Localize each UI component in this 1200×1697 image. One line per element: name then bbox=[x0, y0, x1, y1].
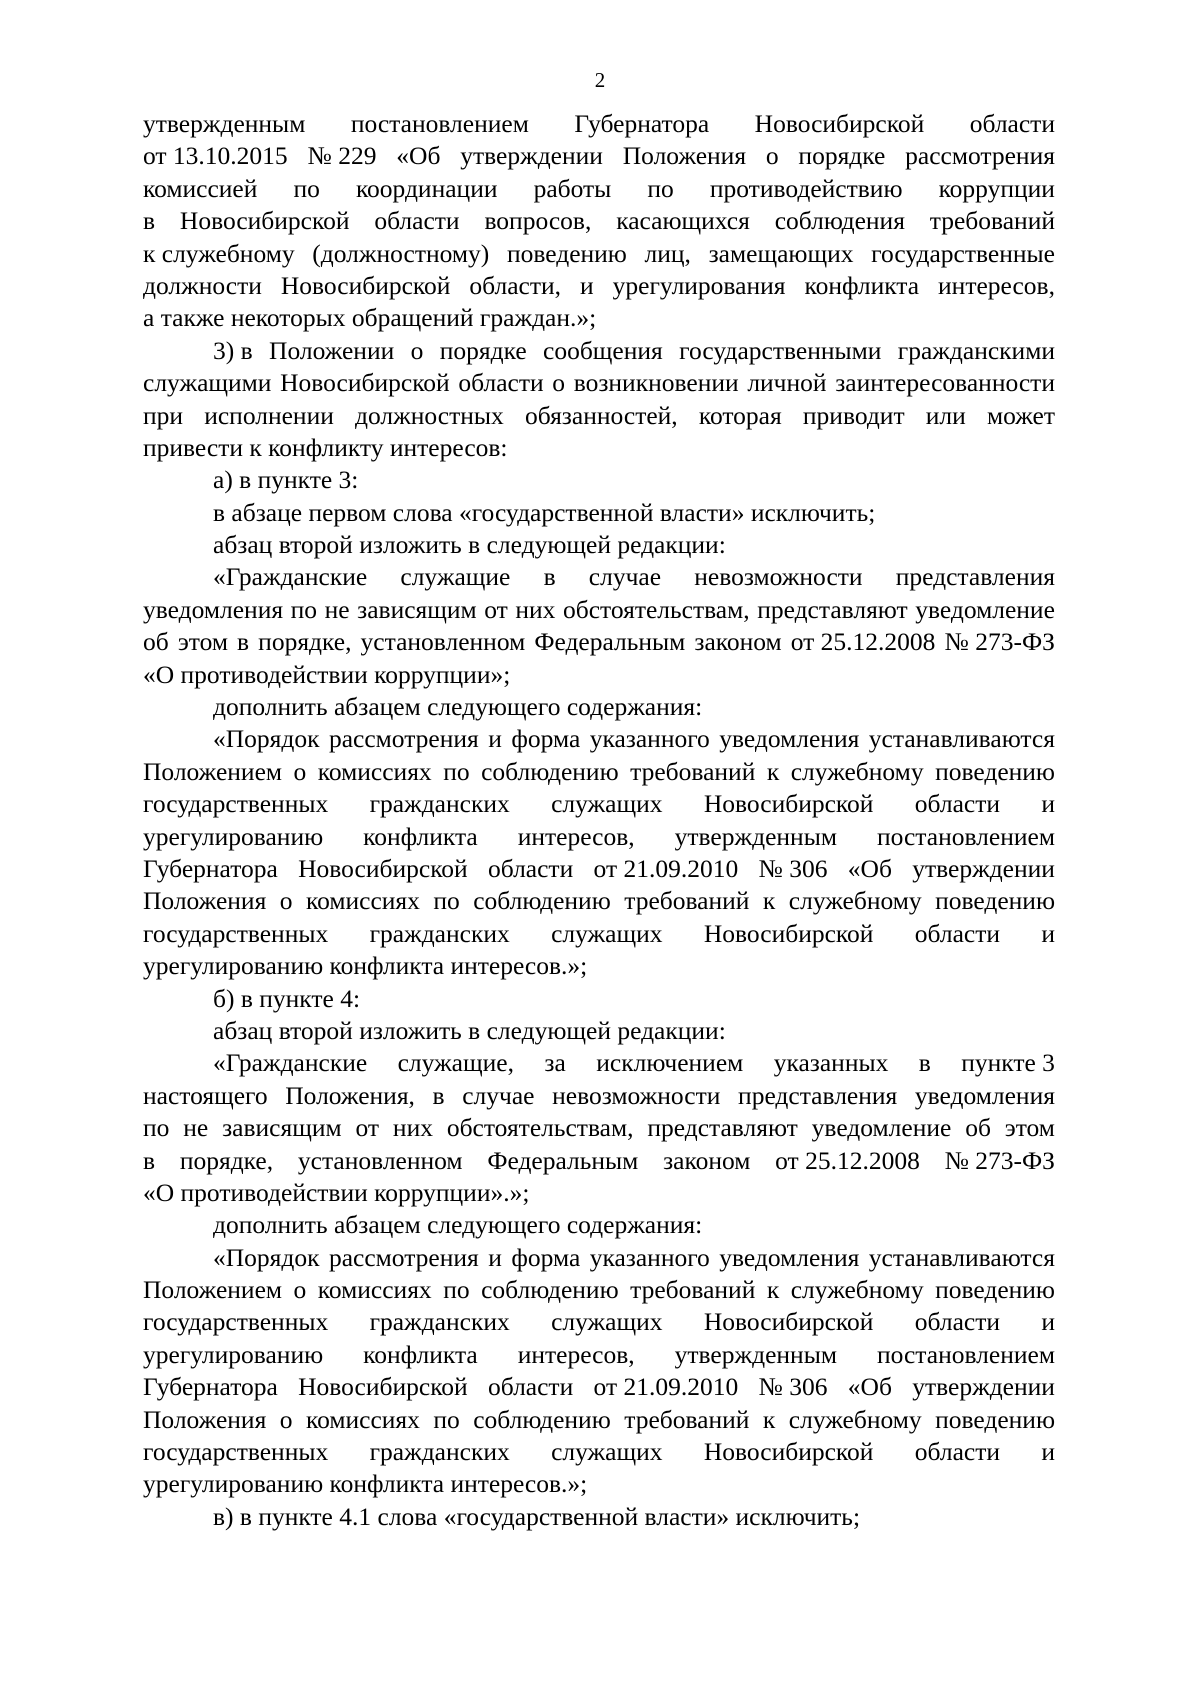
word: конфликта bbox=[804, 270, 920, 300]
text-line bbox=[143, 335, 1055, 367]
word: них bbox=[515, 594, 556, 624]
word: служащими bbox=[143, 368, 272, 398]
text-line bbox=[143, 400, 1055, 432]
word: конфликта bbox=[363, 1339, 478, 1369]
text-line bbox=[143, 561, 1055, 593]
word: представляют bbox=[757, 594, 908, 624]
word: поведению bbox=[935, 886, 1055, 916]
text-line bbox=[143, 918, 1055, 950]
word: служащих bbox=[551, 918, 663, 948]
text-line bbox=[143, 1145, 1055, 1177]
word: Положения bbox=[143, 886, 267, 916]
word: «Порядок bbox=[213, 1242, 320, 1272]
word: форма bbox=[511, 1242, 581, 1272]
word: комиссиях bbox=[317, 1275, 432, 1305]
word: в bbox=[143, 206, 156, 236]
word: Федеральным bbox=[534, 627, 686, 657]
word: личной bbox=[747, 368, 827, 398]
word: порядке, bbox=[179, 1145, 274, 1175]
word: по bbox=[290, 594, 318, 624]
word: Новосибирской bbox=[754, 109, 925, 138]
word: Положении bbox=[269, 335, 395, 365]
word: не bbox=[183, 1113, 209, 1143]
word: Губернатора bbox=[143, 1372, 278, 1402]
word: заинтересованности bbox=[835, 368, 1055, 398]
word: утверждении bbox=[912, 853, 1055, 883]
word: поведению bbox=[506, 238, 627, 268]
word: противодействию bbox=[709, 173, 903, 203]
word: при bbox=[143, 400, 184, 430]
word: и bbox=[488, 724, 502, 754]
word: комиссиях bbox=[317, 756, 432, 786]
word: Новосибирской bbox=[703, 1437, 874, 1467]
word: Новосибирской bbox=[280, 270, 451, 300]
word: представления bbox=[738, 1080, 898, 1110]
word: постановлением bbox=[876, 821, 1055, 851]
word: Новосибирской bbox=[703, 1307, 874, 1337]
word: от 25.12.2008 bbox=[775, 1145, 920, 1175]
word: настоящего bbox=[143, 1080, 268, 1110]
word: урегулированию bbox=[143, 1339, 324, 1369]
word: должностных bbox=[355, 400, 504, 430]
word: этом bbox=[177, 627, 228, 657]
word: государственных bbox=[143, 1307, 329, 1337]
word: законом bbox=[663, 1145, 751, 1175]
word: Новосибирской bbox=[298, 853, 468, 883]
word: об bbox=[143, 627, 169, 657]
word: рассмотрения bbox=[328, 1242, 479, 1272]
word: лиц, bbox=[644, 238, 691, 268]
word: гражданских bbox=[369, 1437, 510, 1467]
word: государственных bbox=[143, 918, 329, 948]
document-body bbox=[143, 108, 1055, 1533]
word: случае bbox=[588, 562, 662, 592]
word: случае bbox=[462, 1080, 535, 1110]
text-line bbox=[143, 1112, 1055, 1144]
word: соблюдению bbox=[473, 1404, 611, 1434]
word: «Порядок bbox=[213, 724, 320, 754]
word: служащие, bbox=[397, 1048, 514, 1078]
word: коррупции bbox=[938, 173, 1055, 203]
word: невозможности bbox=[552, 1080, 721, 1110]
word: работы bbox=[533, 173, 612, 203]
word: о bbox=[552, 368, 566, 398]
page-number: 2 bbox=[594, 68, 606, 92]
word: служащих bbox=[551, 1437, 663, 1467]
word: постановлением bbox=[876, 1339, 1055, 1369]
word: координации bbox=[355, 173, 498, 203]
word: устанавливаются bbox=[868, 1242, 1055, 1272]
word: утверждении bbox=[460, 141, 603, 171]
word: рассмотрения bbox=[905, 141, 1055, 171]
word: обстоятельствам, bbox=[562, 594, 750, 624]
word: уведомления bbox=[719, 724, 860, 754]
text-line bbox=[143, 1404, 1055, 1436]
word: от 13.10.2015 bbox=[143, 141, 288, 171]
word: поведению bbox=[935, 1404, 1055, 1434]
word: по bbox=[433, 886, 460, 916]
word: о bbox=[293, 1275, 307, 1305]
word: «Об bbox=[847, 1372, 892, 1402]
word: уведомления bbox=[143, 594, 284, 624]
word: порядке, bbox=[258, 627, 352, 657]
word: области bbox=[914, 1307, 1000, 1337]
word: и bbox=[1041, 1437, 1055, 1467]
word: пункте 3 bbox=[961, 1048, 1055, 1078]
word: исключением bbox=[596, 1048, 744, 1078]
word: урегулированию bbox=[143, 821, 324, 851]
word: может bbox=[986, 400, 1055, 430]
word: уведомления bbox=[914, 1080, 1055, 1110]
word: соблюдения bbox=[774, 206, 905, 236]
word: представления bbox=[895, 562, 1055, 592]
word: № 306 bbox=[758, 853, 828, 883]
word: обстоятельствам, bbox=[446, 1113, 634, 1143]
word: области, bbox=[469, 270, 562, 300]
text-line bbox=[143, 205, 1055, 237]
word: и bbox=[1041, 789, 1055, 819]
word: устанавливаются bbox=[868, 724, 1055, 754]
word: Новосибирской bbox=[703, 918, 874, 948]
word: не bbox=[324, 594, 350, 624]
word: «Гражданские bbox=[213, 1048, 368, 1078]
word: от 21.09.2010 bbox=[593, 1372, 739, 1402]
word: в bbox=[918, 1048, 931, 1078]
word: № 306 bbox=[758, 1372, 828, 1402]
word: замещающих bbox=[708, 238, 854, 268]
text-line: б) в пункте 4: bbox=[213, 983, 361, 1013]
word: требований bbox=[630, 756, 756, 786]
word: Губернатора bbox=[574, 109, 710, 138]
text-line bbox=[143, 594, 1055, 626]
word: постановлением bbox=[350, 109, 529, 138]
word: указанных bbox=[773, 1048, 889, 1078]
text-line bbox=[143, 821, 1055, 853]
word: требований bbox=[929, 206, 1055, 236]
word: соблюдению bbox=[473, 886, 611, 916]
text-line bbox=[143, 173, 1055, 205]
text-line: в) в пункте 4.1 слова «государственной власти» исключить; bbox=[213, 1501, 861, 1531]
text-line bbox=[143, 108, 1055, 140]
word: Положением bbox=[143, 756, 283, 786]
word: служебному bbox=[790, 756, 924, 786]
word: по bbox=[443, 756, 470, 786]
word: требований bbox=[630, 1275, 756, 1305]
word: и bbox=[580, 270, 594, 300]
word: исполнении bbox=[204, 400, 334, 430]
word: и bbox=[1041, 918, 1055, 948]
text-line bbox=[143, 1339, 1055, 1371]
word: Федеральным bbox=[487, 1145, 639, 1175]
text-line: абзац второй изложить в следующей редакции: bbox=[213, 1015, 726, 1045]
word: в bbox=[143, 1145, 156, 1175]
word: должности bbox=[143, 270, 262, 300]
word: по bbox=[143, 1113, 170, 1143]
word: уведомления bbox=[719, 1242, 860, 1272]
word: служащих bbox=[551, 1307, 663, 1337]
word: порядке bbox=[798, 141, 886, 171]
text-line bbox=[143, 238, 1055, 270]
word: гражданскими bbox=[897, 335, 1055, 365]
word: об bbox=[965, 1113, 991, 1143]
text-line: а также некоторых обращений граждан.»; bbox=[143, 303, 597, 333]
word: в bbox=[237, 627, 250, 657]
word: по bbox=[433, 1404, 460, 1434]
word: приводит bbox=[802, 400, 905, 430]
text-line bbox=[143, 1274, 1055, 1306]
text-line: дополнить абзацем следующего содержания: bbox=[213, 692, 703, 722]
word: «Об bbox=[847, 853, 892, 883]
word: урегулирования bbox=[612, 270, 786, 300]
word: интересов, bbox=[938, 270, 1055, 300]
word: 3) в bbox=[213, 335, 253, 365]
text-line bbox=[143, 270, 1055, 302]
word: гражданских bbox=[369, 789, 510, 819]
word: соблюдению bbox=[481, 1275, 619, 1305]
word: форма bbox=[511, 724, 581, 754]
text-line: в абзаце первом слова «государственной власти» исключить; bbox=[213, 497, 876, 527]
word: комиссией bbox=[143, 173, 258, 203]
word: Новосибирской bbox=[703, 789, 874, 819]
word: государственных bbox=[143, 1437, 329, 1467]
text-line bbox=[143, 756, 1055, 788]
word: служащих bbox=[551, 789, 663, 819]
word: к bbox=[766, 756, 780, 786]
word: и bbox=[488, 1242, 502, 1272]
text-line bbox=[143, 853, 1055, 885]
word: порядке bbox=[439, 335, 527, 365]
word: области bbox=[374, 206, 460, 236]
word: поведению bbox=[935, 756, 1055, 786]
word: или bbox=[925, 400, 966, 430]
text-line: абзац второй изложить в следующей редакции: bbox=[213, 530, 726, 560]
word: Новосибирской bbox=[298, 1372, 468, 1402]
word: в bbox=[543, 562, 556, 592]
text-line: а) в пункте 3: bbox=[213, 465, 359, 495]
word: от 21.09.2010 bbox=[593, 853, 739, 883]
word: представляют bbox=[647, 1113, 798, 1143]
word: «Гражданские bbox=[213, 562, 368, 592]
word: поведению bbox=[935, 1275, 1055, 1305]
text-line: привести к конфликту интересов: bbox=[143, 432, 508, 462]
text-line bbox=[143, 140, 1055, 172]
text-line bbox=[143, 367, 1055, 399]
word: о bbox=[293, 756, 307, 786]
word: касающихся bbox=[616, 206, 750, 236]
word: Губернатора bbox=[143, 853, 278, 883]
word: по bbox=[443, 1275, 470, 1305]
word: о bbox=[279, 886, 293, 916]
word: этом bbox=[1004, 1113, 1055, 1143]
word: «Об bbox=[396, 141, 441, 171]
word: зависящим bbox=[222, 1113, 342, 1143]
word: невозможности bbox=[694, 562, 863, 592]
word: служебному bbox=[790, 1275, 924, 1305]
word: области bbox=[487, 853, 574, 883]
word: и bbox=[1041, 1307, 1055, 1337]
word: Положения bbox=[622, 141, 747, 171]
word: Новосибирской bbox=[179, 206, 350, 236]
word: утвержденным bbox=[674, 821, 837, 851]
word: государственными bbox=[679, 335, 882, 365]
word: зависящим bbox=[357, 594, 477, 624]
word: государственных bbox=[143, 789, 329, 819]
word: (должностному) bbox=[312, 238, 490, 268]
word: области bbox=[914, 789, 1000, 819]
word: соблюдению bbox=[481, 756, 619, 786]
word: гражданских bbox=[369, 918, 510, 948]
word: к bbox=[762, 886, 776, 916]
word: к bbox=[766, 1275, 780, 1305]
word: утвержденным bbox=[674, 1339, 837, 1369]
word: сообщения bbox=[543, 335, 663, 365]
word: области bbox=[914, 918, 1000, 948]
word: утверждении bbox=[912, 1372, 1055, 1402]
word: от 25.12.2008 bbox=[790, 627, 936, 657]
text-line: «О противодействии коррупции».»; bbox=[143, 1177, 530, 1207]
word: интересов, bbox=[517, 1339, 635, 1369]
word: законом bbox=[694, 627, 782, 657]
text-line bbox=[143, 788, 1055, 820]
word: от bbox=[484, 594, 508, 624]
word: о bbox=[410, 335, 424, 365]
word: области bbox=[969, 109, 1055, 138]
text-line: урегулированию конфликта интересов.»; bbox=[143, 1469, 588, 1499]
word: которая bbox=[698, 400, 782, 430]
word: гражданских bbox=[369, 1307, 510, 1337]
word: о bbox=[279, 1404, 293, 1434]
word: от bbox=[355, 1113, 380, 1143]
word: комиссиях bbox=[305, 1404, 420, 1434]
word: за bbox=[544, 1048, 566, 1078]
word: Положения, bbox=[285, 1080, 415, 1110]
text-line bbox=[143, 626, 1055, 658]
word: указанного bbox=[589, 1242, 710, 1272]
word: по bbox=[647, 173, 674, 203]
text-line bbox=[143, 1047, 1055, 1079]
word: к служебному bbox=[143, 238, 295, 268]
text-line bbox=[143, 885, 1055, 917]
word: по bbox=[293, 173, 320, 203]
word: вопросов, bbox=[484, 206, 592, 236]
word: указанного bbox=[589, 724, 710, 754]
word: области bbox=[914, 1437, 1000, 1467]
word: требований bbox=[624, 1404, 750, 1434]
text-line bbox=[143, 1242, 1055, 1274]
text-line bbox=[143, 1306, 1055, 1338]
word: утвержденным bbox=[143, 109, 306, 138]
word: Новосибирской bbox=[280, 368, 450, 398]
word: в bbox=[432, 1080, 445, 1110]
word: обязанностей, bbox=[524, 400, 678, 430]
word: установленном bbox=[360, 627, 526, 657]
word: уведомление bbox=[915, 594, 1055, 624]
word: служебному bbox=[788, 1404, 922, 1434]
word: № 273-ФЗ bbox=[944, 1145, 1055, 1175]
word: интересов, bbox=[517, 821, 635, 851]
word: рассмотрения bbox=[328, 724, 479, 754]
word: № 229 bbox=[307, 141, 377, 171]
word: № 273-ФЗ bbox=[944, 627, 1055, 657]
word: возникновении bbox=[573, 368, 739, 398]
word: служащие bbox=[400, 562, 511, 592]
text-line bbox=[143, 723, 1055, 755]
text-line: урегулированию конфликта интересов.»; bbox=[143, 951, 588, 981]
text-line bbox=[143, 1371, 1055, 1403]
word: государственные bbox=[871, 238, 1055, 268]
text-line bbox=[143, 1436, 1055, 1468]
word: Положения bbox=[143, 1404, 267, 1434]
word: конфликта bbox=[363, 821, 478, 851]
word: служебному bbox=[788, 886, 922, 916]
word: них bbox=[392, 1113, 433, 1143]
word: установленном bbox=[297, 1145, 463, 1175]
word: области bbox=[458, 368, 544, 398]
word: комиссиях bbox=[305, 886, 420, 916]
word: уведомление bbox=[811, 1113, 952, 1143]
text-line bbox=[143, 1080, 1055, 1112]
text-line: дополнить абзацем следующего содержания: bbox=[213, 1210, 703, 1240]
text-line: «О противодействии коррупции»; bbox=[143, 659, 511, 689]
word: к bbox=[762, 1404, 776, 1434]
word: требований bbox=[624, 886, 750, 916]
word: о bbox=[765, 141, 779, 171]
word: области bbox=[487, 1372, 574, 1402]
word: Положением bbox=[143, 1275, 283, 1305]
